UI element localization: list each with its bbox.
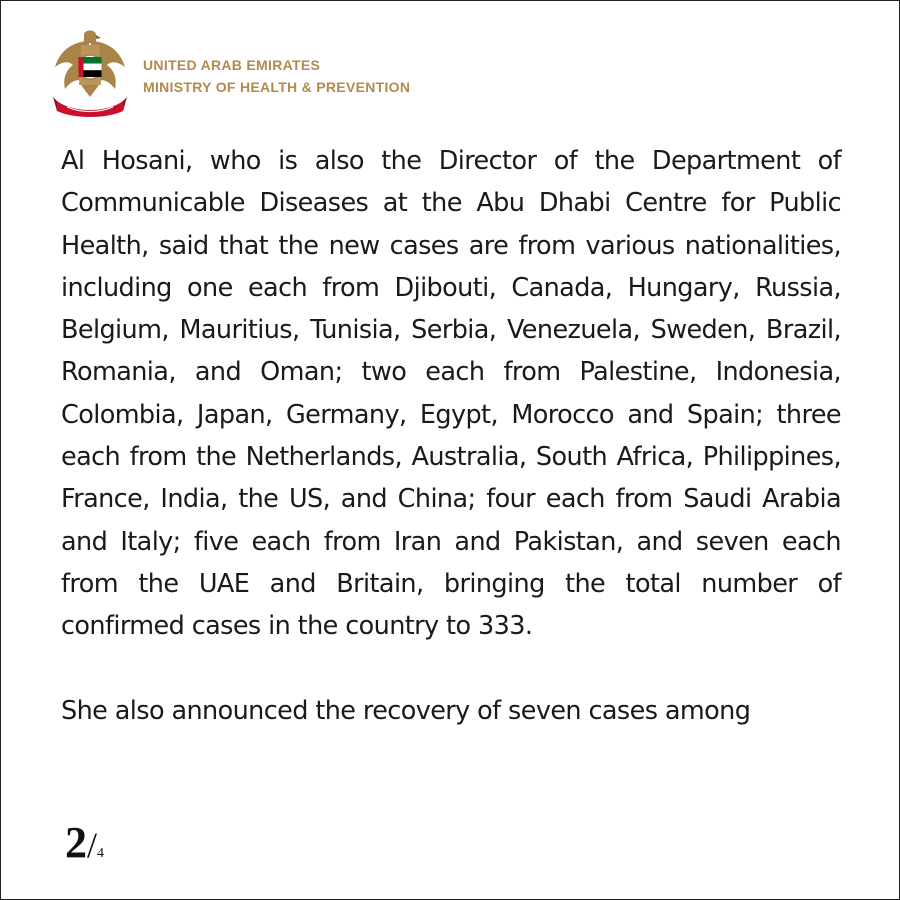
- page-indicator: [65, 817, 104, 868]
- page-total: 4: [97, 846, 105, 861]
- article-paragraph-2: She also announced the recovery of seven cases among: [61, 695, 751, 726]
- page-separator: /: [87, 825, 98, 865]
- uae-falcon-emblem-icon: [53, 27, 127, 119]
- ministry-name: MINISTRY OF HEALTH & PREVENTION: [143, 79, 411, 95]
- country-name: UNITED ARAB EMIRATES: [143, 57, 321, 73]
- header-text: [143, 54, 410, 98]
- page-current: 2: [65, 818, 87, 867]
- article-body: [61, 140, 841, 732]
- article-paragraph-1: Al Hosani, who is also the Director of the Department of Communicable Diseases at the Abu Dhabi Centre for Public Health, said that the new cases are from various nationalities, including one each from Djibouti, Canada, Hungary, Russia, Belgium, Mauritius, Tunisia, Serbia, Venezuela, Sweden, Brazil, Romania, and Oman; two each from Palestine, Indonesia, Colombia, Japan, Germany, Egypt, Morocco and Spain; three each from the Netherlands, Australia, South Africa, Philippines, France, India, the US, and China; four each from Saudi Arabia and Italy; five each from Iran and Pakistan, and seven each from the UAE and Britain, bringing the total number of confirmed cases in the country to 333.: [61, 146, 841, 642]
